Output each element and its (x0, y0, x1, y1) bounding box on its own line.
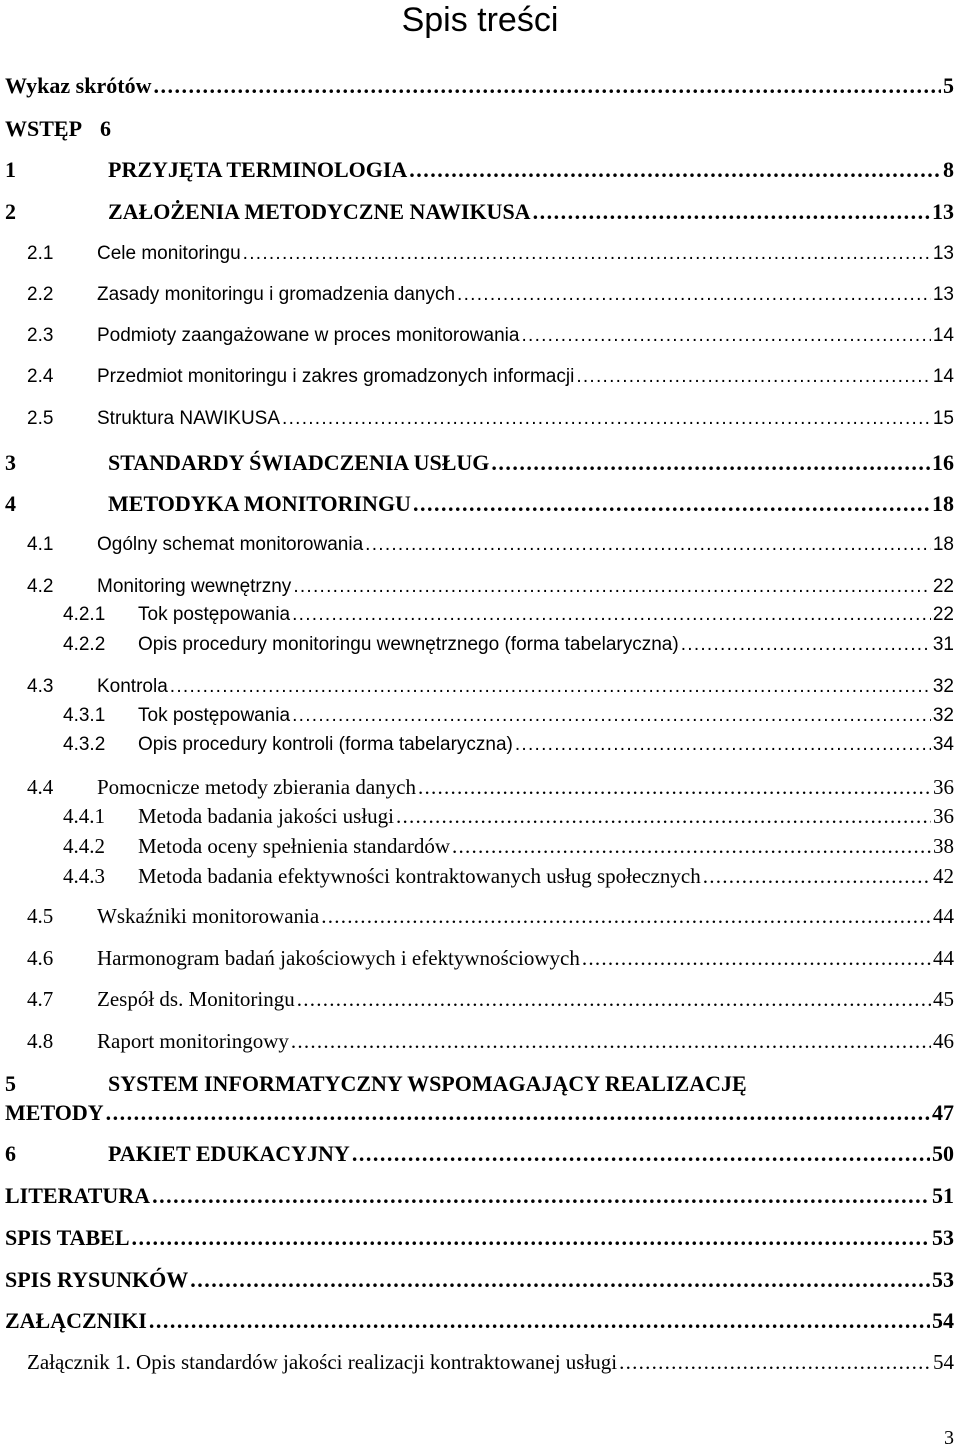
toc-leader-dots (190, 1267, 930, 1293)
toc-entry-5-continuation[interactable] (5, 1100, 954, 1126)
toc-entry-number: 4.1 (27, 534, 54, 555)
toc-leader-dots (297, 987, 931, 1012)
toc-leader-dots (533, 199, 930, 225)
toc-entry-label: Wskaźniki monitorowania (97, 904, 320, 928)
toc-entry-label: Pomocnicze metody zbierania danych (97, 775, 416, 799)
toc-entry-label: METODYKA MONITORINGU (108, 491, 411, 516)
toc-entry-number: 2 (5, 199, 16, 224)
toc-entry-2-2[interactable] (27, 284, 954, 306)
toc-entry-page: 53 (932, 1225, 954, 1250)
toc-entry-4-2-1[interactable] (63, 604, 954, 626)
page-title: Spis treści (401, 1, 559, 39)
toc-entry-page: 44 (933, 946, 954, 970)
toc-entry-page: 15 (932, 408, 954, 429)
toc-entry-number: 4.2.1 (63, 604, 106, 625)
toc-entry-page: 45 (933, 987, 954, 1011)
toc-entry-number: 4.4 (27, 775, 54, 799)
toc-entry-spis-tabel[interactable] (5, 1225, 954, 1251)
toc-entry-4-3[interactable] (27, 676, 954, 698)
toc-entry-label: Harmonogram badań jakościowych i efektywnościowych (97, 946, 580, 970)
toc-entry-wstep[interactable] (5, 116, 111, 142)
toc-entry-2-3[interactable] (27, 325, 954, 347)
toc-entry-number: 5 (5, 1071, 16, 1096)
toc-leader-dots (321, 904, 931, 929)
toc-entry-number: 4.4.2 (63, 834, 105, 858)
toc-leader-dots (365, 534, 931, 556)
toc-leader-dots (521, 325, 930, 347)
toc-entry-number: 4.4.3 (63, 864, 105, 888)
toc-entry-label: Zespół ds. Monitoringu (97, 987, 295, 1011)
toc-entry-number: 4.4.1 (63, 804, 105, 828)
toc-entry-page: 5 (943, 73, 954, 98)
toc-entry-label: Opis procedury monitoringu wewnętrznego (forma tabelaryczna) (138, 634, 679, 655)
toc-entry-number: 1 (5, 157, 16, 182)
toc-entry-label: Kontrola (97, 676, 168, 697)
toc-entry-page: 42 (933, 864, 954, 888)
toc-entry-number: 4.2.2 (63, 634, 106, 655)
toc-entry-page: 18 (932, 491, 954, 516)
toc-entry-label-continuation: METODY (5, 1100, 104, 1125)
toc-leader-dots (409, 157, 941, 183)
toc-entry-page: 22 (932, 576, 954, 597)
toc-entry-page: 8 (943, 157, 954, 182)
toc-entry-page: 18 (932, 534, 954, 555)
toc-entry-label: WSTĘP (5, 116, 83, 141)
toc-entry-number: 4.3 (27, 676, 54, 697)
toc-entry-2-5[interactable] (27, 408, 954, 430)
toc-entry-number: 4.7 (27, 987, 54, 1011)
toc-entry-label: Struktura NAWIKUSA (97, 408, 281, 429)
toc-entry-3[interactable] (5, 450, 954, 476)
toc-entry-label: Załącznik 1. Opis standardów jakości realizacji kontraktowanej usługi (27, 1350, 618, 1374)
toc-entry-number: 2.4 (27, 366, 54, 387)
toc-entry-label: PRZYJĘTA TERMINOLOGIA (108, 157, 408, 182)
toc-entry-4-3-2[interactable] (63, 734, 954, 756)
toc-entry-label: LITERATURA (5, 1183, 151, 1208)
toc-entry-label: Przedmiot monitoringu i zakres gromadzonych informacji (97, 366, 575, 387)
toc-leader-dots (452, 834, 931, 859)
toc-entry-4-4-3[interactable] (63, 864, 954, 889)
toc-entry-4-3-1[interactable] (63, 705, 954, 727)
toc-entry-number: 4.8 (27, 1029, 54, 1053)
toc-entry-page: 50 (932, 1141, 954, 1166)
toc-entry-literatura[interactable] (5, 1183, 954, 1209)
toc-entry-zalacznik-1[interactable] (27, 1350, 954, 1375)
toc-entry-label: Cele monitoringu (97, 243, 241, 264)
toc-entry-page: 54 (933, 1350, 954, 1374)
toc-leader-dots (149, 1308, 930, 1334)
toc-entry-page: 53 (932, 1267, 954, 1292)
toc-leader-dots (243, 243, 931, 265)
toc-leader-dots (170, 676, 931, 698)
toc-leader-dots (515, 734, 931, 756)
toc-entry-4-4-1[interactable] (63, 804, 954, 829)
toc-entry-number: 4.3.2 (63, 734, 106, 755)
page-number: 3 (944, 1427, 954, 1449)
toc-entry-number: 2.2 (27, 284, 54, 305)
toc-leader-dots (152, 1183, 930, 1209)
toc-entry-label: SPIS RYSUNKÓW (5, 1267, 189, 1292)
toc-entry-page: 36 (933, 775, 954, 799)
toc-entry-6[interactable] (5, 1141, 954, 1167)
toc-leader-dots (413, 491, 930, 517)
toc-entry-page: 6 (100, 116, 112, 141)
toc-leader-dots (703, 864, 931, 889)
toc-entry-number: 4.6 (27, 946, 54, 970)
toc-entry-4-1[interactable] (27, 534, 954, 556)
toc-entry-page: 34 (932, 734, 954, 755)
toc-leader-dots (576, 366, 931, 388)
toc-entry-page: 44 (933, 904, 954, 928)
toc-leader-dots (293, 576, 931, 598)
toc-entry-4-8[interactable] (27, 1029, 954, 1054)
toc-entry-label: Ogólny schemat monitorowania (97, 534, 364, 555)
toc-leader-dots (153, 73, 941, 99)
toc-entry-label: ZAŁOŻENIA METODYCZNE NAWIKUSA (108, 199, 531, 224)
toc-entry-page: 54 (932, 1308, 954, 1333)
toc-entry-number: 4 (5, 491, 16, 516)
toc-entry-4[interactable] (5, 491, 954, 517)
toc-entry-label: Opis procedury kontroli (forma tabelaryczna) (138, 734, 513, 755)
toc-leader-dots (491, 450, 930, 476)
toc-leader-dots (619, 1350, 931, 1375)
toc-entry-label: Zasady monitoringu i gromadzenia danych (97, 284, 456, 305)
toc-entry-label: Wykaz skrótów (5, 73, 152, 98)
toc-leader-dots (282, 408, 931, 430)
toc-entry-1[interactable] (5, 157, 954, 183)
toc-entry-number: 4.2 (27, 576, 54, 597)
toc-entry-label: PAKIET EDUKACYJNY (108, 1141, 350, 1166)
toc-entry-page: 16 (932, 450, 954, 475)
toc-entry-page: 13 (932, 199, 954, 224)
toc-leader-dots (457, 284, 931, 306)
toc-entry-2[interactable] (5, 199, 954, 225)
toc-entry-number: 4.3.1 (63, 705, 106, 726)
toc-entry-number: 2.5 (27, 408, 54, 429)
toc-entry-page: 14 (932, 325, 954, 346)
toc-entry-label: Metoda badania efektywności kontraktowanych usług społecznych (138, 864, 701, 888)
toc-leader-dots (681, 634, 931, 656)
toc-entry-page: 13 (932, 284, 954, 305)
toc-entry-page: 32 (932, 705, 954, 726)
toc-entry-5[interactable] (5, 1071, 747, 1097)
toc-entry-label: Tok postępowania (138, 604, 291, 625)
toc-entry-number: 4.5 (27, 904, 54, 928)
toc-leader-dots (352, 1141, 930, 1167)
toc-entry-4-4-2[interactable] (63, 834, 954, 859)
toc-entry-page: 31 (932, 634, 954, 655)
toc-leader-dots (292, 604, 931, 626)
toc-entry-label: SYSTEM INFORMATYCZNY WSPOMAGAJĄCY REALIZACJĘ (108, 1071, 747, 1096)
toc-entry-number: 3 (5, 450, 16, 475)
toc-entry-spis-rysunkow[interactable] (5, 1267, 954, 1293)
toc-entry-page: 13 (932, 243, 954, 264)
toc-entry-label: Monitoring wewnętrzny (97, 576, 292, 597)
toc-entry-page: 47 (932, 1100, 954, 1125)
toc-entry-label: Podmioty zaangażowane w proces monitorowania (97, 325, 520, 346)
toc-leader-dots (292, 705, 931, 727)
toc-entry-zalaczniki[interactable] (5, 1308, 954, 1334)
toc-entry-label: STANDARDY ŚWIADCZENIA USŁUG (108, 450, 490, 475)
toc-entry-label: Metoda oceny spełnienia standardów (138, 834, 450, 858)
toc-entry-wykaz-skrotow[interactable] (5, 73, 954, 99)
toc-entry-page: 46 (933, 1029, 954, 1053)
toc-entry-label: Metoda badania jakości usługi (138, 804, 395, 828)
toc-leader-dots (418, 775, 931, 800)
toc-entry-label: SPIS TABEL (5, 1225, 130, 1250)
toc-entry-4-2[interactable] (27, 576, 954, 598)
toc-entry-4-4[interactable] (27, 775, 954, 800)
toc-entry-4-5[interactable] (27, 904, 954, 929)
toc-entry-label: Raport monitoringowy (97, 1029, 289, 1053)
toc-entry-page: 22 (932, 604, 954, 625)
toc-entry-4-7[interactable] (27, 987, 954, 1012)
toc-entry-2-1[interactable] (27, 243, 954, 265)
toc-entry-page: 36 (933, 804, 954, 828)
toc-entry-number: 2.1 (27, 243, 54, 264)
toc-leader-dots (291, 1029, 931, 1054)
toc-entry-4-2-2[interactable] (63, 634, 954, 656)
toc-entry-number: 6 (5, 1141, 16, 1166)
toc-entry-number: 2.3 (27, 325, 54, 346)
toc-entry-page: 38 (933, 834, 954, 858)
toc-entry-2-4[interactable] (27, 366, 954, 388)
toc-leader-dots (582, 946, 931, 971)
toc-entry-4-6[interactable] (27, 946, 954, 971)
toc-leader-dots (396, 804, 931, 829)
toc-entry-page: 51 (932, 1183, 954, 1208)
toc-entry-label: Tok postępowania (138, 705, 291, 726)
toc-entry-page: 32 (932, 676, 954, 697)
toc-leader-dots (106, 1100, 930, 1126)
toc-entry-label: ZAŁĄCZNIKI (5, 1308, 147, 1333)
toc-leader-dots (132, 1225, 930, 1251)
toc-entry-page: 14 (932, 366, 954, 387)
